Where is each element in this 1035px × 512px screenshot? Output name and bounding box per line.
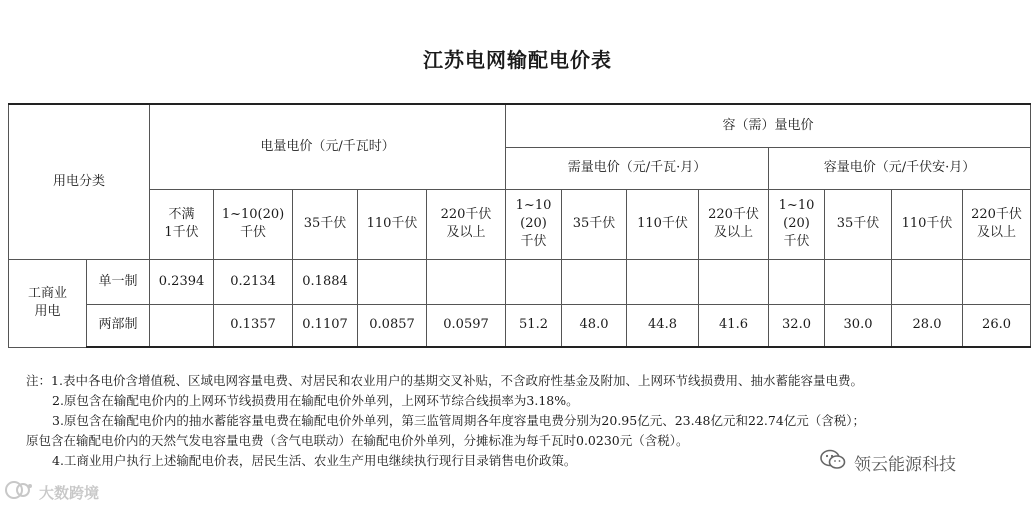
table-cell bbox=[150, 304, 214, 347]
table-cell: 41.6 bbox=[699, 304, 769, 347]
table-cell: 0.0597 bbox=[427, 304, 506, 347]
voltage-header: 110千伏 bbox=[627, 189, 699, 259]
voltage-header: 35千伏 bbox=[562, 189, 627, 259]
note-text: 3.原包含在输配电价内的抽水蓄能容量电费在输配电价外单列，第三监管周期各年度容量电费分别为20.95亿元、23.48亿元和22.74亿元（含税）； bbox=[52, 413, 866, 428]
note-text: 2.原包含在输配电价内的上网环节线损费用在输配电价外单列，上网环节综合线损率为3.18%。 bbox=[52, 393, 579, 408]
page-title: 江苏电网输配电价表 bbox=[423, 48, 612, 72]
category-header: 用电分类 bbox=[9, 104, 150, 259]
cap-price-header: 容量电价（元/千伏安·月） bbox=[769, 147, 1031, 189]
table-cell: 30.0 bbox=[825, 304, 892, 347]
watermark-left-text: 大数跨境 bbox=[39, 483, 100, 502]
table-cell bbox=[562, 259, 627, 304]
table-cell: 0.0857 bbox=[358, 304, 427, 347]
group-label: 工商业 用电 bbox=[9, 259, 87, 347]
row-label: 单一制 bbox=[87, 259, 150, 304]
voltage-header: 35千伏 bbox=[293, 189, 358, 259]
voltage-header: 1~10(20) 千伏 bbox=[214, 189, 293, 259]
note-text: 4.工商业用户执行上述输配电价表，居民生活、农业生产用电继续执行现行目录销售电价政策。 bbox=[52, 453, 577, 468]
table-cell bbox=[427, 259, 506, 304]
note-text: 原包含在输配电价内的天然气发电容量电费（含气电联动）在输配电价外单列，分摊标准为每千瓦时0.0230元（含税）。 bbox=[26, 433, 689, 448]
table-cell: 32.0 bbox=[769, 304, 825, 347]
table-cell bbox=[627, 259, 699, 304]
voltage-header: 110千伏 bbox=[892, 189, 963, 259]
voltage-header: 220千伏 及以上 bbox=[963, 189, 1031, 259]
voltage-header: 220千伏 及以上 bbox=[699, 189, 769, 259]
voltage-header: 35千伏 bbox=[825, 189, 892, 259]
voltage-header: 220千伏 及以上 bbox=[427, 189, 506, 259]
table-cell bbox=[825, 259, 892, 304]
row-label: 两部制 bbox=[87, 304, 150, 347]
capacity-price-header: 容（需）量电价 bbox=[506, 104, 1031, 147]
table-cell bbox=[506, 259, 562, 304]
table-cell: 48.0 bbox=[562, 304, 627, 347]
table-cell: 0.2134 bbox=[214, 259, 293, 304]
table-cell: 28.0 bbox=[892, 304, 963, 347]
note-line bbox=[26, 391, 1031, 411]
table-cell: 26.0 bbox=[963, 304, 1031, 347]
table-cell bbox=[769, 259, 825, 304]
note-text: 1.表中各电价含增值税、区域电网容量电费、对居民和农业用户的基期交叉补贴，不含政府性基金及附加、上网环节线损费用、抽水蓄能容量电费。 bbox=[51, 373, 863, 388]
demand-price-header: 需量电价（元/千瓦·月） bbox=[506, 147, 769, 189]
table-cell bbox=[963, 259, 1031, 304]
table-cell: 44.8 bbox=[627, 304, 699, 347]
voltage-header: 110千伏 bbox=[358, 189, 427, 259]
table-cell bbox=[358, 259, 427, 304]
voltage-header: 不满 1千伏 bbox=[150, 189, 214, 259]
energy-price-header: 电量电价（元/千瓦时） bbox=[150, 104, 506, 189]
voltage-header: 1~10 (20) 千伏 bbox=[769, 189, 825, 259]
note-line bbox=[26, 411, 1031, 431]
watermark-right bbox=[820, 449, 956, 476]
table-cell bbox=[892, 259, 963, 304]
table-cell bbox=[699, 259, 769, 304]
table-cell: 0.1884 bbox=[293, 259, 358, 304]
brand-logo-icon bbox=[4, 480, 34, 504]
tariff-table bbox=[8, 103, 1031, 348]
table-cell: 51.2 bbox=[506, 304, 562, 347]
table-cell: 0.1107 bbox=[293, 304, 358, 347]
note-line bbox=[26, 431, 1031, 451]
voltage-header: 1~10 (20) 千伏 bbox=[506, 189, 562, 259]
table-cell: 0.1357 bbox=[214, 304, 293, 347]
note-line bbox=[26, 371, 1031, 391]
wechat-icon bbox=[820, 449, 846, 476]
watermark-right-text: 领云能源科技 bbox=[854, 455, 956, 475]
notes-prefix: 注： bbox=[26, 373, 52, 388]
watermark-left bbox=[4, 480, 99, 504]
table-cell: 0.2394 bbox=[150, 259, 214, 304]
